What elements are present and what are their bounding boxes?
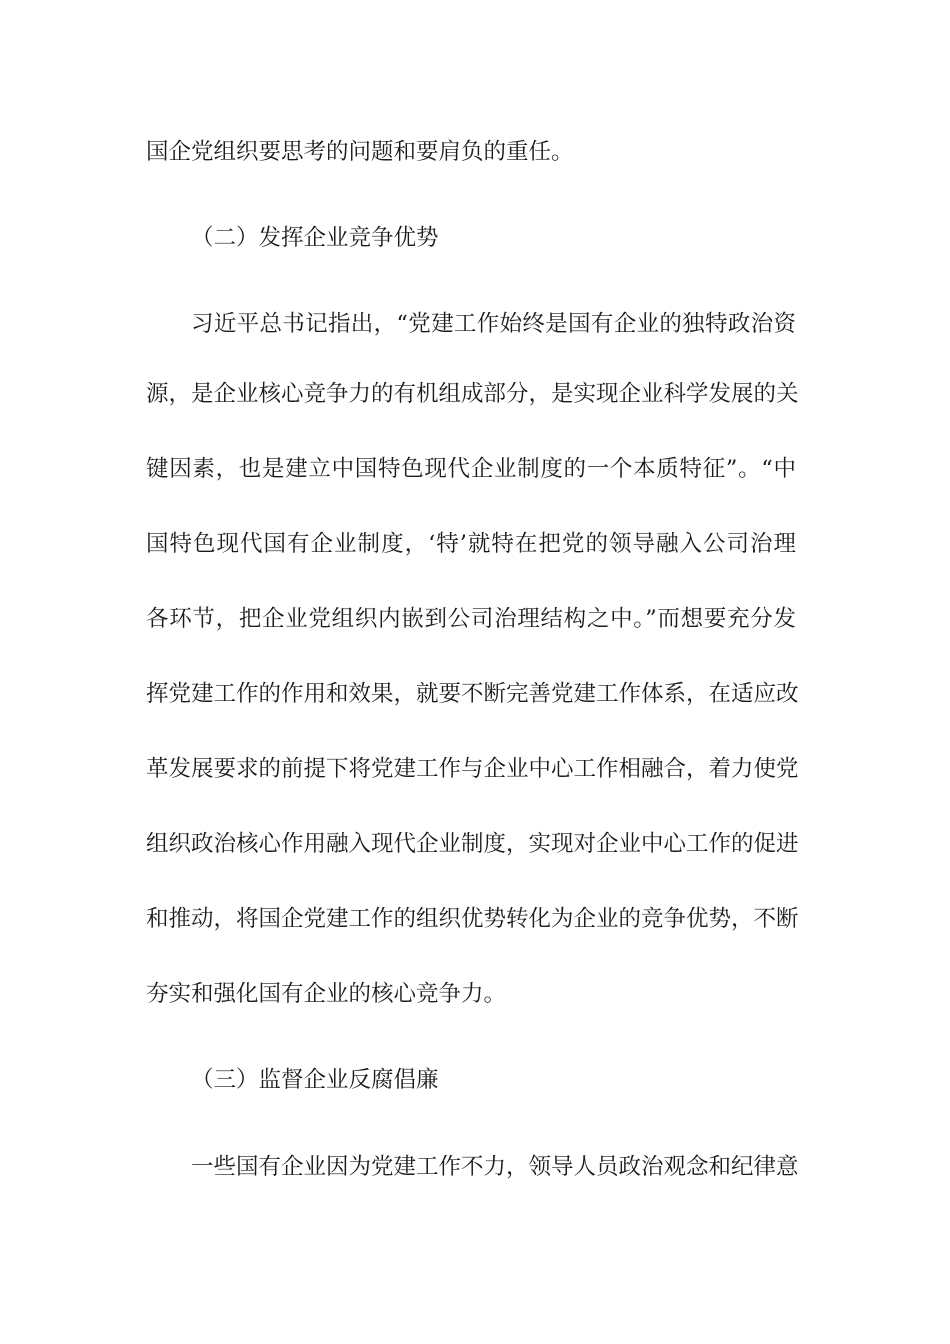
section-heading: （二）发挥企业竞争优势 (191, 225, 439, 251)
paragraph-line: 习近平总书记指出，“党建工作始终是国有企业的独特政治资 (191, 311, 796, 337)
paragraph-line: 组织政治核心作用融入现代企业制度，实现对企业中心工作的促进 (146, 831, 799, 857)
paragraph-line: 一些国有企业因为党建工作不力，领导人员政治观念和纪律意 (191, 1154, 799, 1180)
paragraph-line: 国企党组织要思考的问题和要肩负的重任。 (146, 139, 574, 165)
paragraph-line: 和推动，将国企党建工作的组织优势转化为企业的竞争优势，不断 (146, 906, 799, 932)
paragraph-line: 源，是企业核心竞争力的有机组成部分，是实现企业科学发展的关 (146, 381, 799, 407)
section-heading: （三）监督企业反腐倡廉 (191, 1067, 439, 1093)
paragraph-line: 革发展要求的前提下将党建工作与企业中心工作相融合，着力使党 (146, 756, 799, 782)
paragraph-line: 各环节，把企业党组织内嵌到公司治理结构之中。”而想要充分发 (146, 606, 796, 632)
paragraph-line: 挥党建工作的作用和效果，就要不断完善党建工作体系，在适应改 (146, 681, 799, 707)
paragraph-line: 键因素，也是建立中国特色现代企业制度的一个本质特征”。“中 (146, 456, 796, 482)
paragraph-line: 国特色现代国有企业制度，‘特’就特在把党的领导融入公司治理 (146, 531, 796, 557)
paragraph-line: 夯实和强化国有企业的核心竞争力。 (146, 981, 507, 1007)
